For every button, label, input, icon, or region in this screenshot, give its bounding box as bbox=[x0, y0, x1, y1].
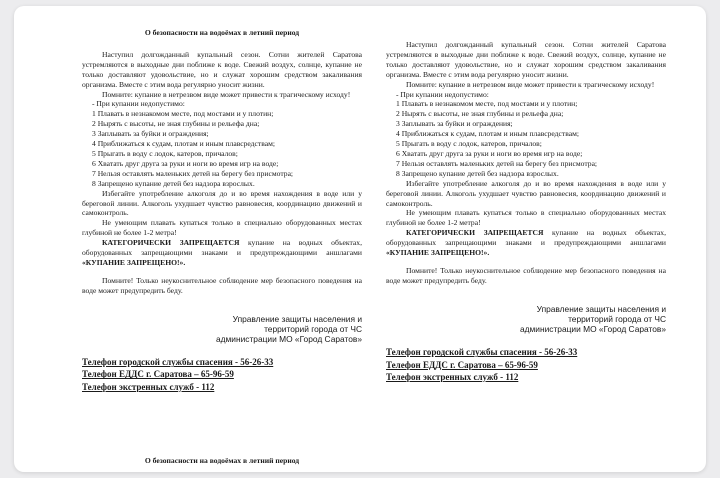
strict-prohibition-text: купание на водных объектах, оборудованных запрещающими знаками и предупреждающими аншлагами bbox=[82, 238, 362, 258]
signature-line: Управление защиты населения и bbox=[536, 303, 666, 314]
strict-prohibition-quote: «КУПАНИЕ ЗАПРЕЩЕНО!». bbox=[82, 257, 186, 267]
strict-prohibition-text: купание на водных объектах, оборудованных запрещающими знаками и предупреждающими аншлагами bbox=[386, 228, 666, 248]
list-item: 8 Запрещено купание детей без надзора взрослых. bbox=[396, 168, 559, 178]
signature-line: территорий города от ЧС bbox=[264, 323, 362, 334]
footer-title: О безопасности на водоёмах в летний период bbox=[144, 456, 300, 465]
phone-edds: Телефон ЕДДС г. Саратова – 65-96-59 bbox=[386, 359, 538, 370]
strict-prohibition-caps: КАТЕГОРИЧЕСКИ ЗАПРЕЩАЕТСЯ bbox=[406, 228, 544, 238]
list-item: 2 Нырять с высоты, не зная глубины и рельефа дна; bbox=[92, 119, 260, 129]
left-column bbox=[82, 28, 362, 393]
phone-rescue: Телефон городской службы спасения - 56-26-33 bbox=[386, 347, 578, 358]
list-item: 6 Хватать друг друга за руки и ноги во время игр на воде; bbox=[396, 148, 583, 158]
closing-paragraph: Помните! Только неукоснительное соблюдение мер безопасного поведения на воде может предупредить беду. bbox=[386, 265, 666, 285]
intro-paragraph: Наступил долгожданный купальный сезон. Сотни жителей Саратова устремляются в выходные дни поближе к воде. Свежий воздух, солнце, купание не только доставляют удовольствие, но и служат хорошим средством закаливания организма. Вместе с этим вода регулярно уносит жизни. bbox=[82, 49, 362, 89]
closing-paragraph: Помните! Только неукоснительное соблюдение мер безопасного поведения на воде может предупредить беду. bbox=[82, 275, 362, 295]
rules-list bbox=[386, 90, 666, 179]
phones-block bbox=[82, 356, 362, 393]
strict-prohibition-paragraph bbox=[386, 228, 666, 258]
list-item: 3 Заплывать за буйки и ограждения; bbox=[92, 129, 209, 139]
phone-emergency: Телефон экстренных служб - 112 bbox=[386, 371, 519, 382]
signature-block bbox=[82, 314, 362, 345]
phone-edds: Телефон ЕДДС г. Саратова – 65-96-59 bbox=[82, 369, 234, 380]
list-item: 4 Приближаться к судам, плотам и иным плавсредствам; bbox=[396, 129, 580, 139]
phones-block bbox=[386, 346, 666, 383]
non-swimmers-paragraph: Не умеющим плавать купаться только в специально оборудованных местах глубиной не более 1-2 метра! bbox=[386, 208, 666, 228]
strict-prohibition-quote: «КУПАНИЕ ЗАПРЕЩЕНО!». bbox=[386, 248, 490, 258]
remember-paragraph: Помните: купание в нетрезвом виде может привести к трагическому исходу! bbox=[406, 79, 655, 89]
signature-line: администрации МО «Город Саратов» bbox=[520, 324, 666, 335]
strict-prohibition-caps: КАТЕГОРИЧЕСКИ ЗАПРЕЩАЕТСЯ bbox=[102, 238, 240, 248]
signature-line: Управление защиты населения и bbox=[232, 313, 362, 324]
signature-line: территорий города от ЧС bbox=[568, 313, 666, 324]
intro-paragraph: Наступил долгожданный купальный сезон. Сотни жителей Саратова устремляются в выходные дни поближе к воде. Свежий воздух, солнце, купание не только доставляют удовольствие, но и служат хорошим средством закаливания организма. Вместе с этим вода регулярно уносит жизни. bbox=[386, 40, 666, 79]
remember-paragraph: Помните: купание в нетрезвом виде может привести к трагическому исходу! bbox=[102, 89, 351, 99]
list-item: 4 Приближаться к судам, плотам и иным плавсредствам; bbox=[92, 139, 276, 149]
phone-rescue: Телефон городской службы спасения - 56-26-33 bbox=[82, 357, 274, 368]
alcohol-paragraph: Избегайте употребление алкоголя до и во время нахождения в воде или у береговой линии. Алкоголь ухудшает чувство равновесия, координацию движений и самоконтроль. bbox=[386, 178, 666, 208]
document-title: О безопасности на водоёмах в летний период bbox=[144, 28, 300, 37]
non-swimmers-paragraph: Не умеющим плавать купаться только в специально оборудованных местах глубиной не более 1-2 метра! bbox=[82, 218, 362, 238]
list-item: 2 Нырять с высоты, не зная глубины и рельефа дна; bbox=[396, 109, 564, 119]
alcohol-paragraph: Избегайте употребление алкоголя до и во время нахождения в воде или у береговой линии. Алкоголь ухудшает чувство равновесия, координацию движений и самоконтроль. bbox=[82, 188, 362, 218]
list-item: 7 Нельзя оставлять маленьких детей на берегу без присмотра; bbox=[396, 158, 598, 168]
list-item: 5 Прыгать в воду с лодок, катеров, причалов; bbox=[92, 148, 238, 158]
list-item: 1 Плавать в незнакомом месте, под мостами и у плотин; bbox=[396, 99, 578, 109]
rules-header: - При купании недопустимо: bbox=[92, 99, 185, 109]
list-item: 3 Заплывать за буйки и ограждения; bbox=[396, 119, 513, 129]
list-item: 6 Хватать друг друга за руки и ноги во время игр на воде; bbox=[92, 158, 279, 168]
list-item: 7 Нельзя оставлять маленьких детей на берегу без присмотра; bbox=[92, 168, 294, 178]
right-column bbox=[386, 40, 666, 383]
list-item: 1 Плавать в незнакомом месте, под мостами и у плотин; bbox=[92, 109, 274, 119]
list-item: 8 Запрещено купание детей без надзора взрослых. bbox=[92, 178, 255, 188]
signature-block bbox=[386, 304, 666, 335]
list-item: 5 Прыгать в воду с лодок, катеров, причалов; bbox=[396, 139, 542, 149]
rules-header: - При купании недопустимо: bbox=[396, 89, 489, 99]
phone-emergency: Телефон экстренных служб - 112 bbox=[82, 381, 215, 392]
strict-prohibition-paragraph bbox=[82, 238, 362, 268]
signature-line: администрации МО «Город Саратов» bbox=[216, 334, 362, 345]
document-page bbox=[14, 6, 706, 472]
rules-list bbox=[82, 99, 362, 188]
